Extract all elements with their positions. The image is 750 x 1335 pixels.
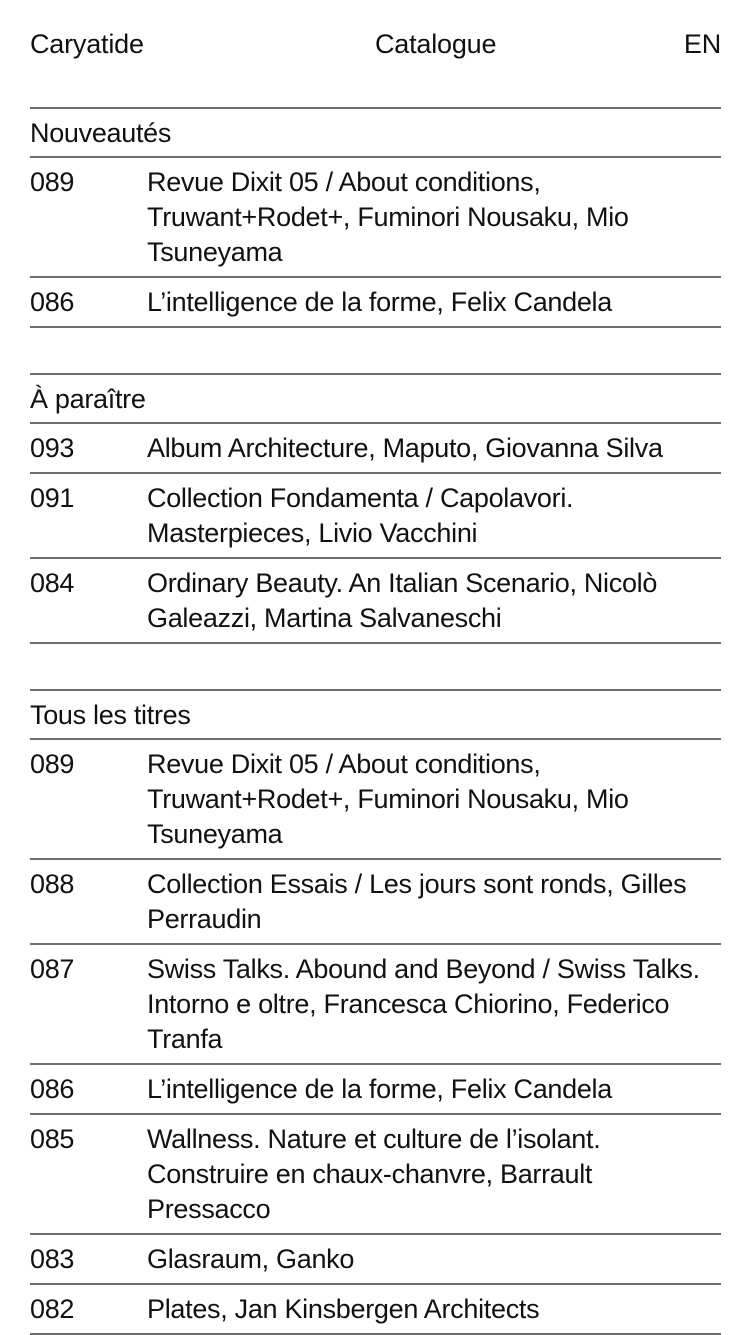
item-number: 091: [30, 483, 75, 513]
item-number: 089: [30, 749, 75, 779]
list-item[interactable]: [30, 1235, 721, 1285]
list-item[interactable]: [30, 424, 721, 474]
item-title: Swiss Talks. Abound and Beyond / Swiss Talks. Intorno e oltre, Francesca Chiorino, Federico Tranfa: [147, 954, 700, 1054]
section-title: Tous les titres: [30, 691, 721, 740]
item-number: 093: [30, 433, 75, 463]
section-title: À paraître: [30, 375, 721, 424]
list-item[interactable]: [30, 474, 721, 559]
item-number: 089: [30, 167, 75, 197]
list-item[interactable]: [30, 278, 721, 328]
language-switch[interactable]: EN: [683, 29, 721, 59]
section-a-paraitre: [30, 373, 721, 644]
item-title: Revue Dixit 05 / About conditions, Truwant+Rodet+, Fuminori Nousaku, Mio Tsuneyama: [147, 749, 629, 849]
item-number: 085: [30, 1124, 75, 1154]
item-title: Collection Essais / Les jours sont ronds, Gilles Perraudin: [147, 869, 687, 934]
item-title: Collection Fondamenta / Capolavori. Masterpieces, Livio Vacchini: [147, 483, 574, 548]
catalogue-nav-link[interactable]: Catalogue: [375, 29, 497, 59]
list-item[interactable]: [30, 740, 721, 860]
list-item[interactable]: [30, 945, 721, 1065]
item-number: 083: [30, 1244, 75, 1274]
item-number: 086: [30, 287, 75, 317]
list-item[interactable]: [30, 860, 721, 945]
list-item[interactable]: [30, 1065, 721, 1115]
section-title: Nouveautés: [30, 109, 721, 158]
section-nouveautes: [30, 107, 721, 328]
item-title: Ordinary Beauty. An Italian Scenario, Nicolò Galeazzi, Martina Salvaneschi: [147, 568, 658, 633]
item-number: 082: [30, 1294, 75, 1324]
item-number: 087: [30, 954, 75, 984]
item-title: Revue Dixit 05 / About conditions, Truwant+Rodet+, Fuminori Nousaku, Mio Tsuneyama: [147, 167, 629, 267]
item-title: Glasraum, Ganko: [147, 1244, 355, 1274]
item-title: L’intelligence de la forme, Felix Candela: [147, 1074, 612, 1104]
list-item[interactable]: [30, 158, 721, 278]
section-tous-les-titres: [30, 689, 721, 1335]
item-title: Wallness. Nature et culture de l’isolant. Construire en chaux-chanvre, Barrault Pressacco: [147, 1124, 601, 1224]
item-title: L’intelligence de la forme, Felix Candela: [147, 287, 612, 317]
item-number: 088: [30, 869, 75, 899]
list-item[interactable]: [30, 559, 721, 644]
item-number: 086: [30, 1074, 75, 1104]
list-item[interactable]: [30, 1285, 721, 1335]
brand-logo-link[interactable]: Caryatide: [30, 29, 144, 59]
item-title: Album Architecture, Maputo, Giovanna Silva: [147, 433, 663, 463]
item-number: 084: [30, 568, 75, 598]
list-item[interactable]: [30, 1115, 721, 1235]
header: [30, 0, 721, 88]
page: [30, 0, 721, 1335]
item-title: Plates, Jan Kinsbergen Architects: [147, 1294, 540, 1324]
